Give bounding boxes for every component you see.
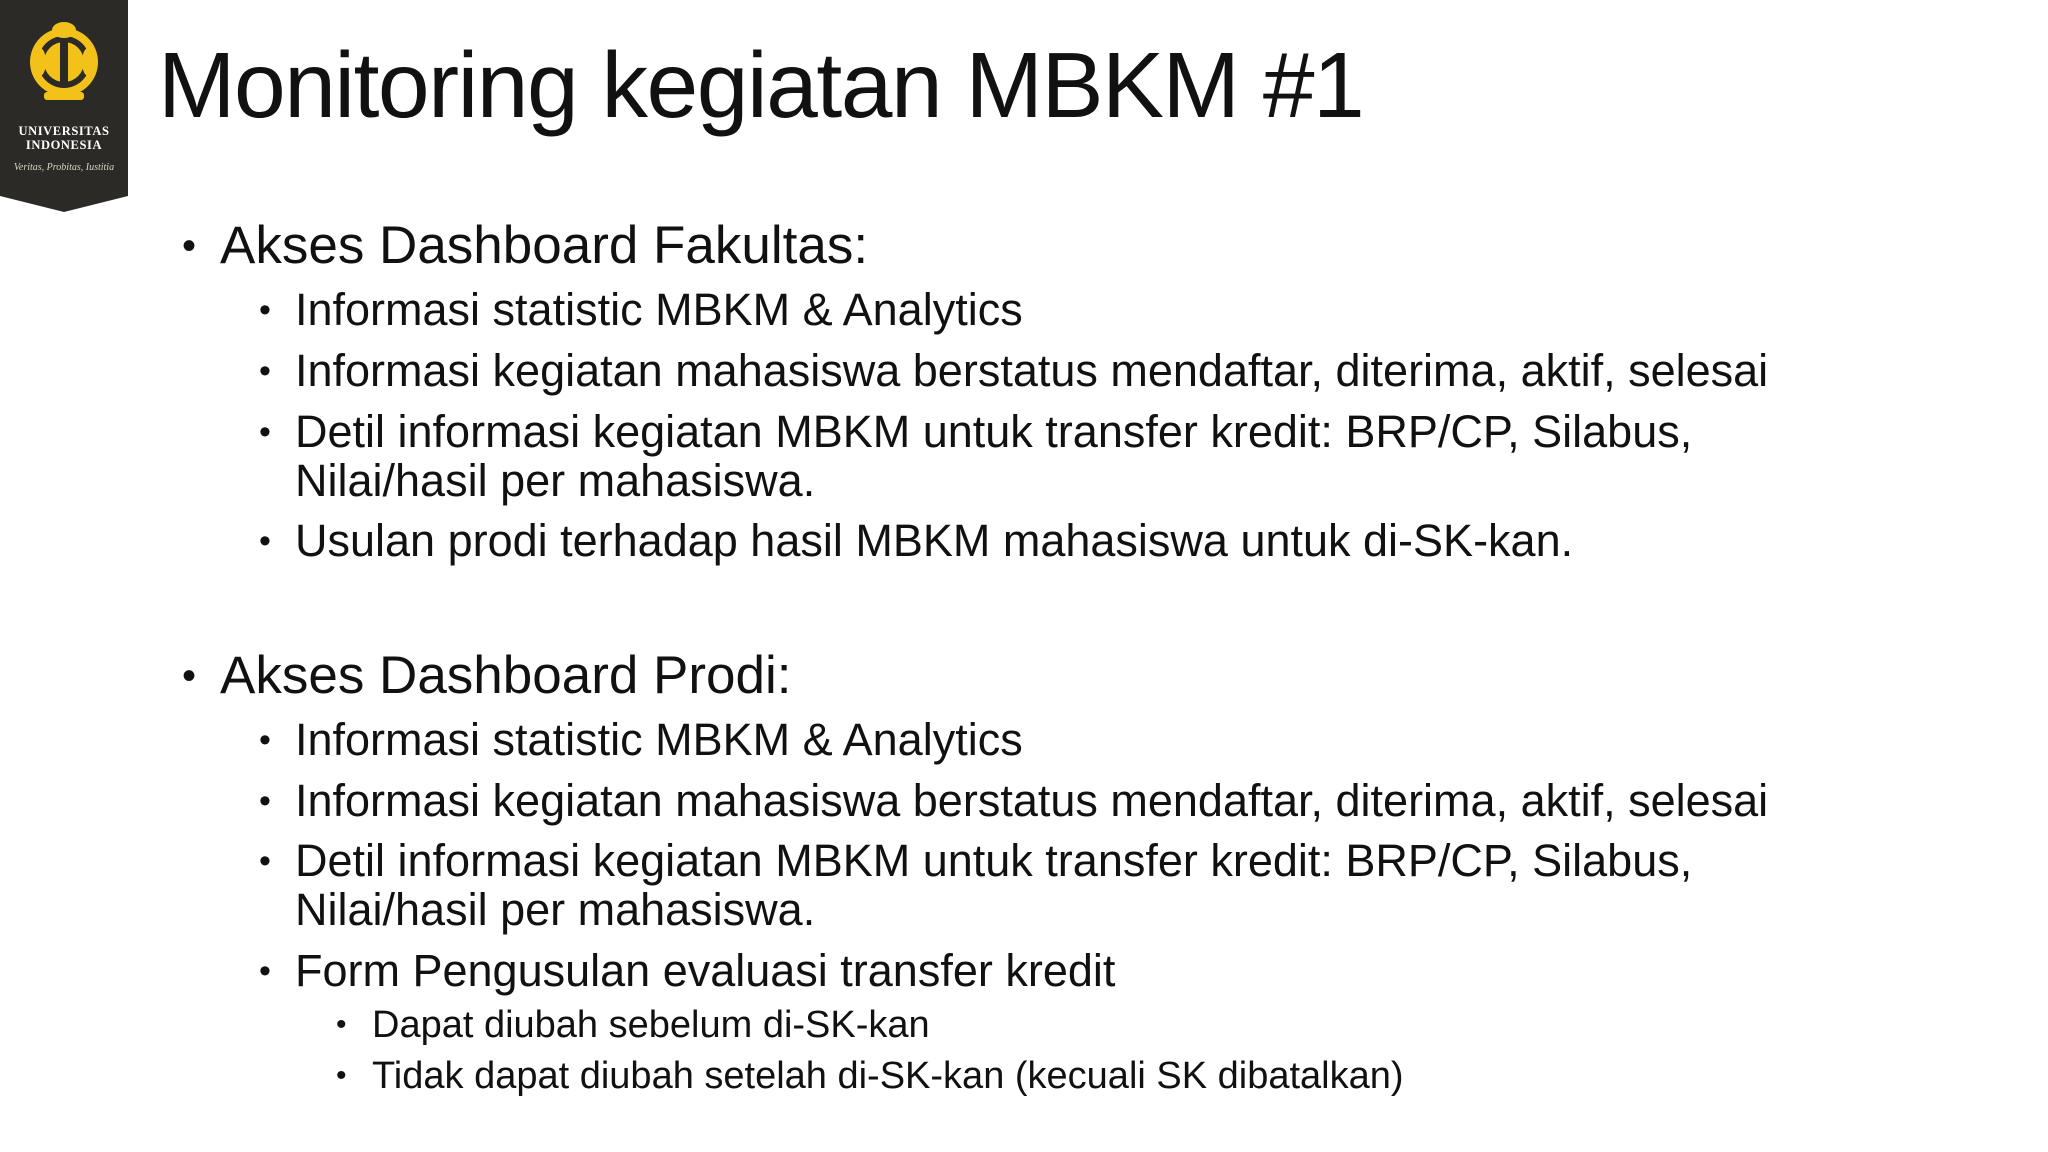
section-heading-text: Akses Dashboard Prodi: — [220, 646, 792, 705]
bullet-icon: • — [259, 291, 271, 329]
bullet-icon: • — [182, 654, 197, 698]
logo-name-line1: UNIVERSITAS — [18, 124, 110, 138]
sub-list-item-text: Tidak dapat diubah setelah di-SK-kan (kecuali SK dibatalkan) — [372, 1055, 1404, 1097]
bullet-icon: • — [259, 352, 271, 390]
list-item-text: Usulan prodi terhadap hasil MBKM mahasiswa untuk di-SK-kan. — [295, 515, 1574, 566]
bullet-icon: • — [259, 413, 271, 451]
list-item-text: Informasi kegiatan mahasiswa berstatus mendaftar, diterima, aktif, selesai — [295, 345, 1769, 396]
slide-title: Monitoring kegiatan MBKM #1 — [158, 33, 1364, 137]
list-item-text: Informasi kegiatan mahasiswa berstatus mendaftar, diterima, aktif, selesai — [295, 775, 1769, 826]
list-item-text: Detil informasi kegiatan MBKM untuk transfer kredit: BRP/CP, Silabus, — [295, 835, 1693, 886]
list-item-text: Form Pengusulan evaluasi transfer kredit — [295, 945, 1116, 996]
bullet-icon: • — [259, 782, 271, 820]
list-item-text: Detil informasi kegiatan MBKM untuk transfer kredit: BRP/CP, Silabus, — [295, 406, 1693, 457]
list-item-text: Nilai/hasil per mahasiswa. — [295, 455, 816, 506]
list-item-text: Informasi statistic MBKM & Analytics — [295, 714, 1023, 765]
bullet-icon: • — [336, 1059, 347, 1092]
bullet-icon: • — [336, 1008, 347, 1041]
bullet-icon: • — [259, 842, 271, 880]
bullet-icon: • — [182, 224, 197, 268]
list-item-text: Nilai/hasil per mahasiswa. — [295, 884, 816, 935]
bullet-icon: • — [259, 721, 271, 759]
bullet-icon: • — [259, 952, 271, 990]
sub-list-item-text: Dapat diubah sebelum di-SK-kan — [372, 1004, 930, 1046]
logo-name-line2: INDONESIA — [25, 138, 103, 152]
bullet-icon: • — [259, 522, 271, 560]
list-item-text: Informasi statistic MBKM & Analytics — [295, 284, 1023, 335]
logo-motto: Veritas, Probitas, Iustitia — [13, 162, 115, 173]
section-heading-text: Akses Dashboard Fakultas: — [220, 216, 869, 275]
